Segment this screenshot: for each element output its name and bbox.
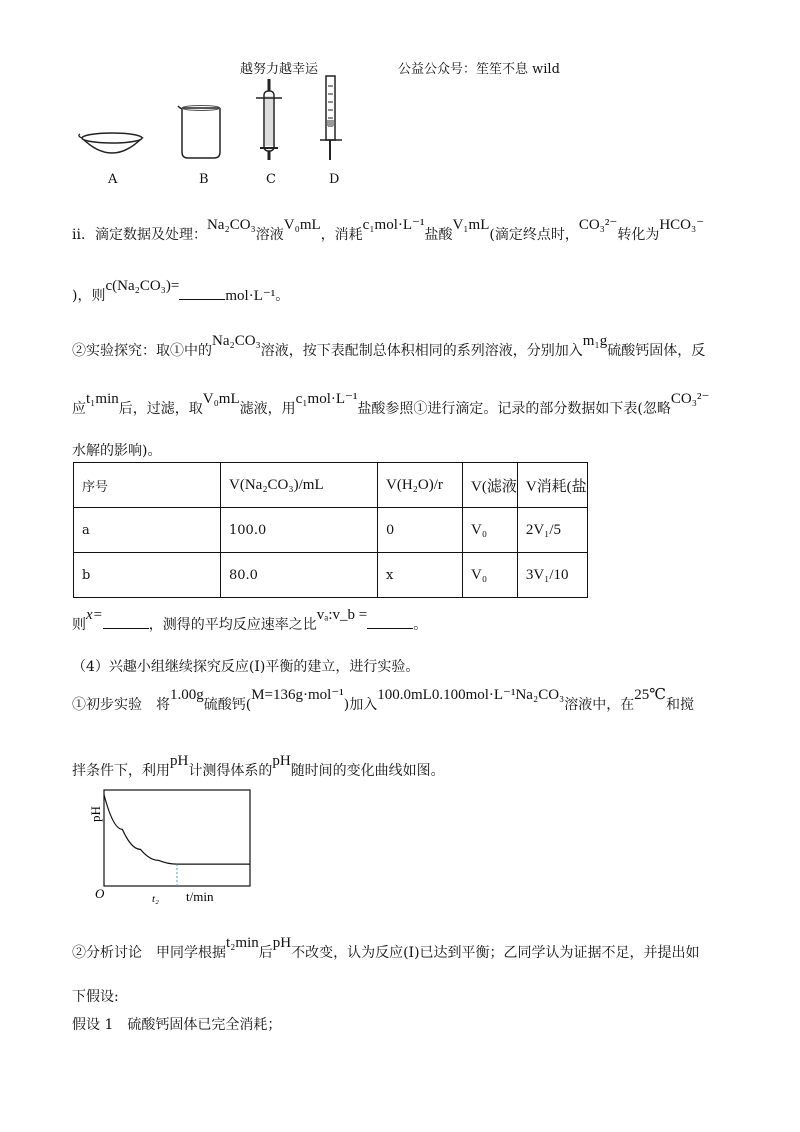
formula: pH [272,753,291,769]
text: 溶液 [255,227,284,243]
ph-curve [104,795,250,865]
beaker-icon [178,106,220,159]
evaporating-dish-icon [79,133,142,153]
formula: CO₃²⁻ [670,391,710,407]
y-axis-label: pH [88,806,103,822]
ph-chart [88,786,262,906]
unit: mol·L⁻¹ [225,288,276,304]
text: 。 [413,617,428,633]
header-left: 越努力越幸运 [240,62,319,77]
text: 应 [72,401,86,417]
table-row [74,553,588,598]
after-table-line [72,607,428,634]
text: 盐酸 [424,227,453,243]
text: 溶液中，在 [564,697,635,713]
label-c: C [266,172,276,187]
x-tick-label: t₂ [152,893,159,905]
formula: c₁mol·L⁻¹ [362,217,425,233]
formula: HCO₃⁻ [659,217,705,233]
table-header: V(Na₂CO₃)/mL [221,463,378,508]
part4-line1 [72,687,695,714]
header-right: 公益公众号：笙笙不息 wild [398,62,560,77]
formula: V₀mL [202,391,240,407]
text: 硫酸钙固体，反 [607,343,706,359]
formula: CO₃²⁻ [578,217,618,233]
part5-line3: 假设 1 硫酸钙固体已完全消耗； [72,1017,282,1033]
formula: V₁mL [452,217,490,233]
part5-line1 [72,935,700,962]
formula: 25℃ [634,687,667,703]
text: 不改变，认为反应(Ⅰ)已达到平衡；乙同学认为证据不足，并提出如 [291,945,700,961]
table-cell: b [74,553,221,598]
table-cell: x [378,553,463,598]
table-cell: 3V₁/10 [517,553,587,598]
text: 随时间的变化曲线如图。 [290,763,445,779]
formula: m₁g [582,333,608,349]
part4-title: （4）兴趣小组继续探究反应(Ⅰ)平衡的建立，进行实验。 [72,659,420,675]
apparatus-figure [70,76,370,166]
formula: c(Na₂CO₃)= [105,278,180,294]
formula: Na₂CO₃ [206,217,256,233]
table-row [74,508,588,553]
table-cell: 100.0 [221,508,378,553]
text: 则 [72,617,86,633]
data-table [73,462,588,598]
text: ①初步实验 将 [72,697,170,713]
part4-line2 [72,753,445,780]
text: ，消耗 [320,227,363,243]
label-b: B [199,172,209,187]
table-header: V(滤液 [463,463,518,508]
table-header: V消耗(盐 [517,463,587,508]
table-header-row [74,463,588,508]
formula: t₂min [226,935,259,951]
burette-icon [320,76,342,160]
formula: x= [86,607,103,623]
text: 溶液，按下表配制总体积相同的系列溶液，分别加入 [260,343,583,359]
part5-line2: 下假设: [72,989,119,1005]
text: (滴定终点时， [489,227,579,243]
text: ②分析讨论 甲同学根据 [72,945,226,961]
part2-line2 [72,391,710,418]
table-cell: 0 [378,508,463,553]
text: 计测得体系的 [188,763,273,779]
formula: M=136g·mol⁻¹ [251,687,344,703]
table-cell: V₀ [463,553,518,598]
part-ii-line2 [72,278,290,305]
text: 盐酸参照①进行滴定。记录的部分数据如下表(忽略 [357,401,671,417]
text: 拌条件下，利用 [72,763,170,779]
formula: t₁min [86,391,119,407]
text: ，测得的平均反应速率之比 [148,617,317,633]
table-cell: 80.0 [221,553,378,598]
formula: pH [170,753,189,769]
text: )，则 [72,288,106,304]
part-ii-line1 [72,217,705,244]
part2-line3: 水解的影响)。 [72,443,162,459]
table-header: 序号 [74,463,221,508]
text: 滤液，用 [239,401,296,417]
funnel-icon [256,79,282,160]
table-cell: a [74,508,221,553]
plot-frame [104,790,250,886]
text: 后 [258,945,273,961]
text: ②实验探究：取①中的 [72,343,212,359]
formula: 1.00g [170,687,204,703]
text: )加入 [343,697,378,713]
formula: c₁mol·L⁻¹ [295,391,358,407]
formula: vₐ:v_b = [316,607,368,623]
formula: pH [272,935,292,951]
origin-label: O [95,886,105,901]
text: 。 [275,288,290,304]
label-d: D [329,172,340,187]
text: 转化为 [617,227,660,243]
formula: 100.0mL0.100mol·L⁻¹Na₂CO₃ [377,687,565,703]
text: 硫酸钙( [203,697,252,713]
formula: V₀mL [283,217,321,233]
table-cell: 2V₁/5 [517,508,587,553]
table-cell: V₀ [463,508,518,553]
label-a: A [108,172,118,187]
x-axis-label: t/min [186,889,214,904]
text: 后，过滤，取 [118,401,203,417]
answer-blank[interactable] [367,616,413,629]
formula: Na₂CO₃ [212,333,261,349]
answer-blank[interactable] [179,287,225,300]
text: 和搅 [666,697,695,713]
table-header: V(H₂O)/r [378,463,463,508]
text: ii．滴定数据及处理： [72,227,207,243]
answer-blank[interactable] [103,616,149,629]
part2-line1 [72,333,706,360]
